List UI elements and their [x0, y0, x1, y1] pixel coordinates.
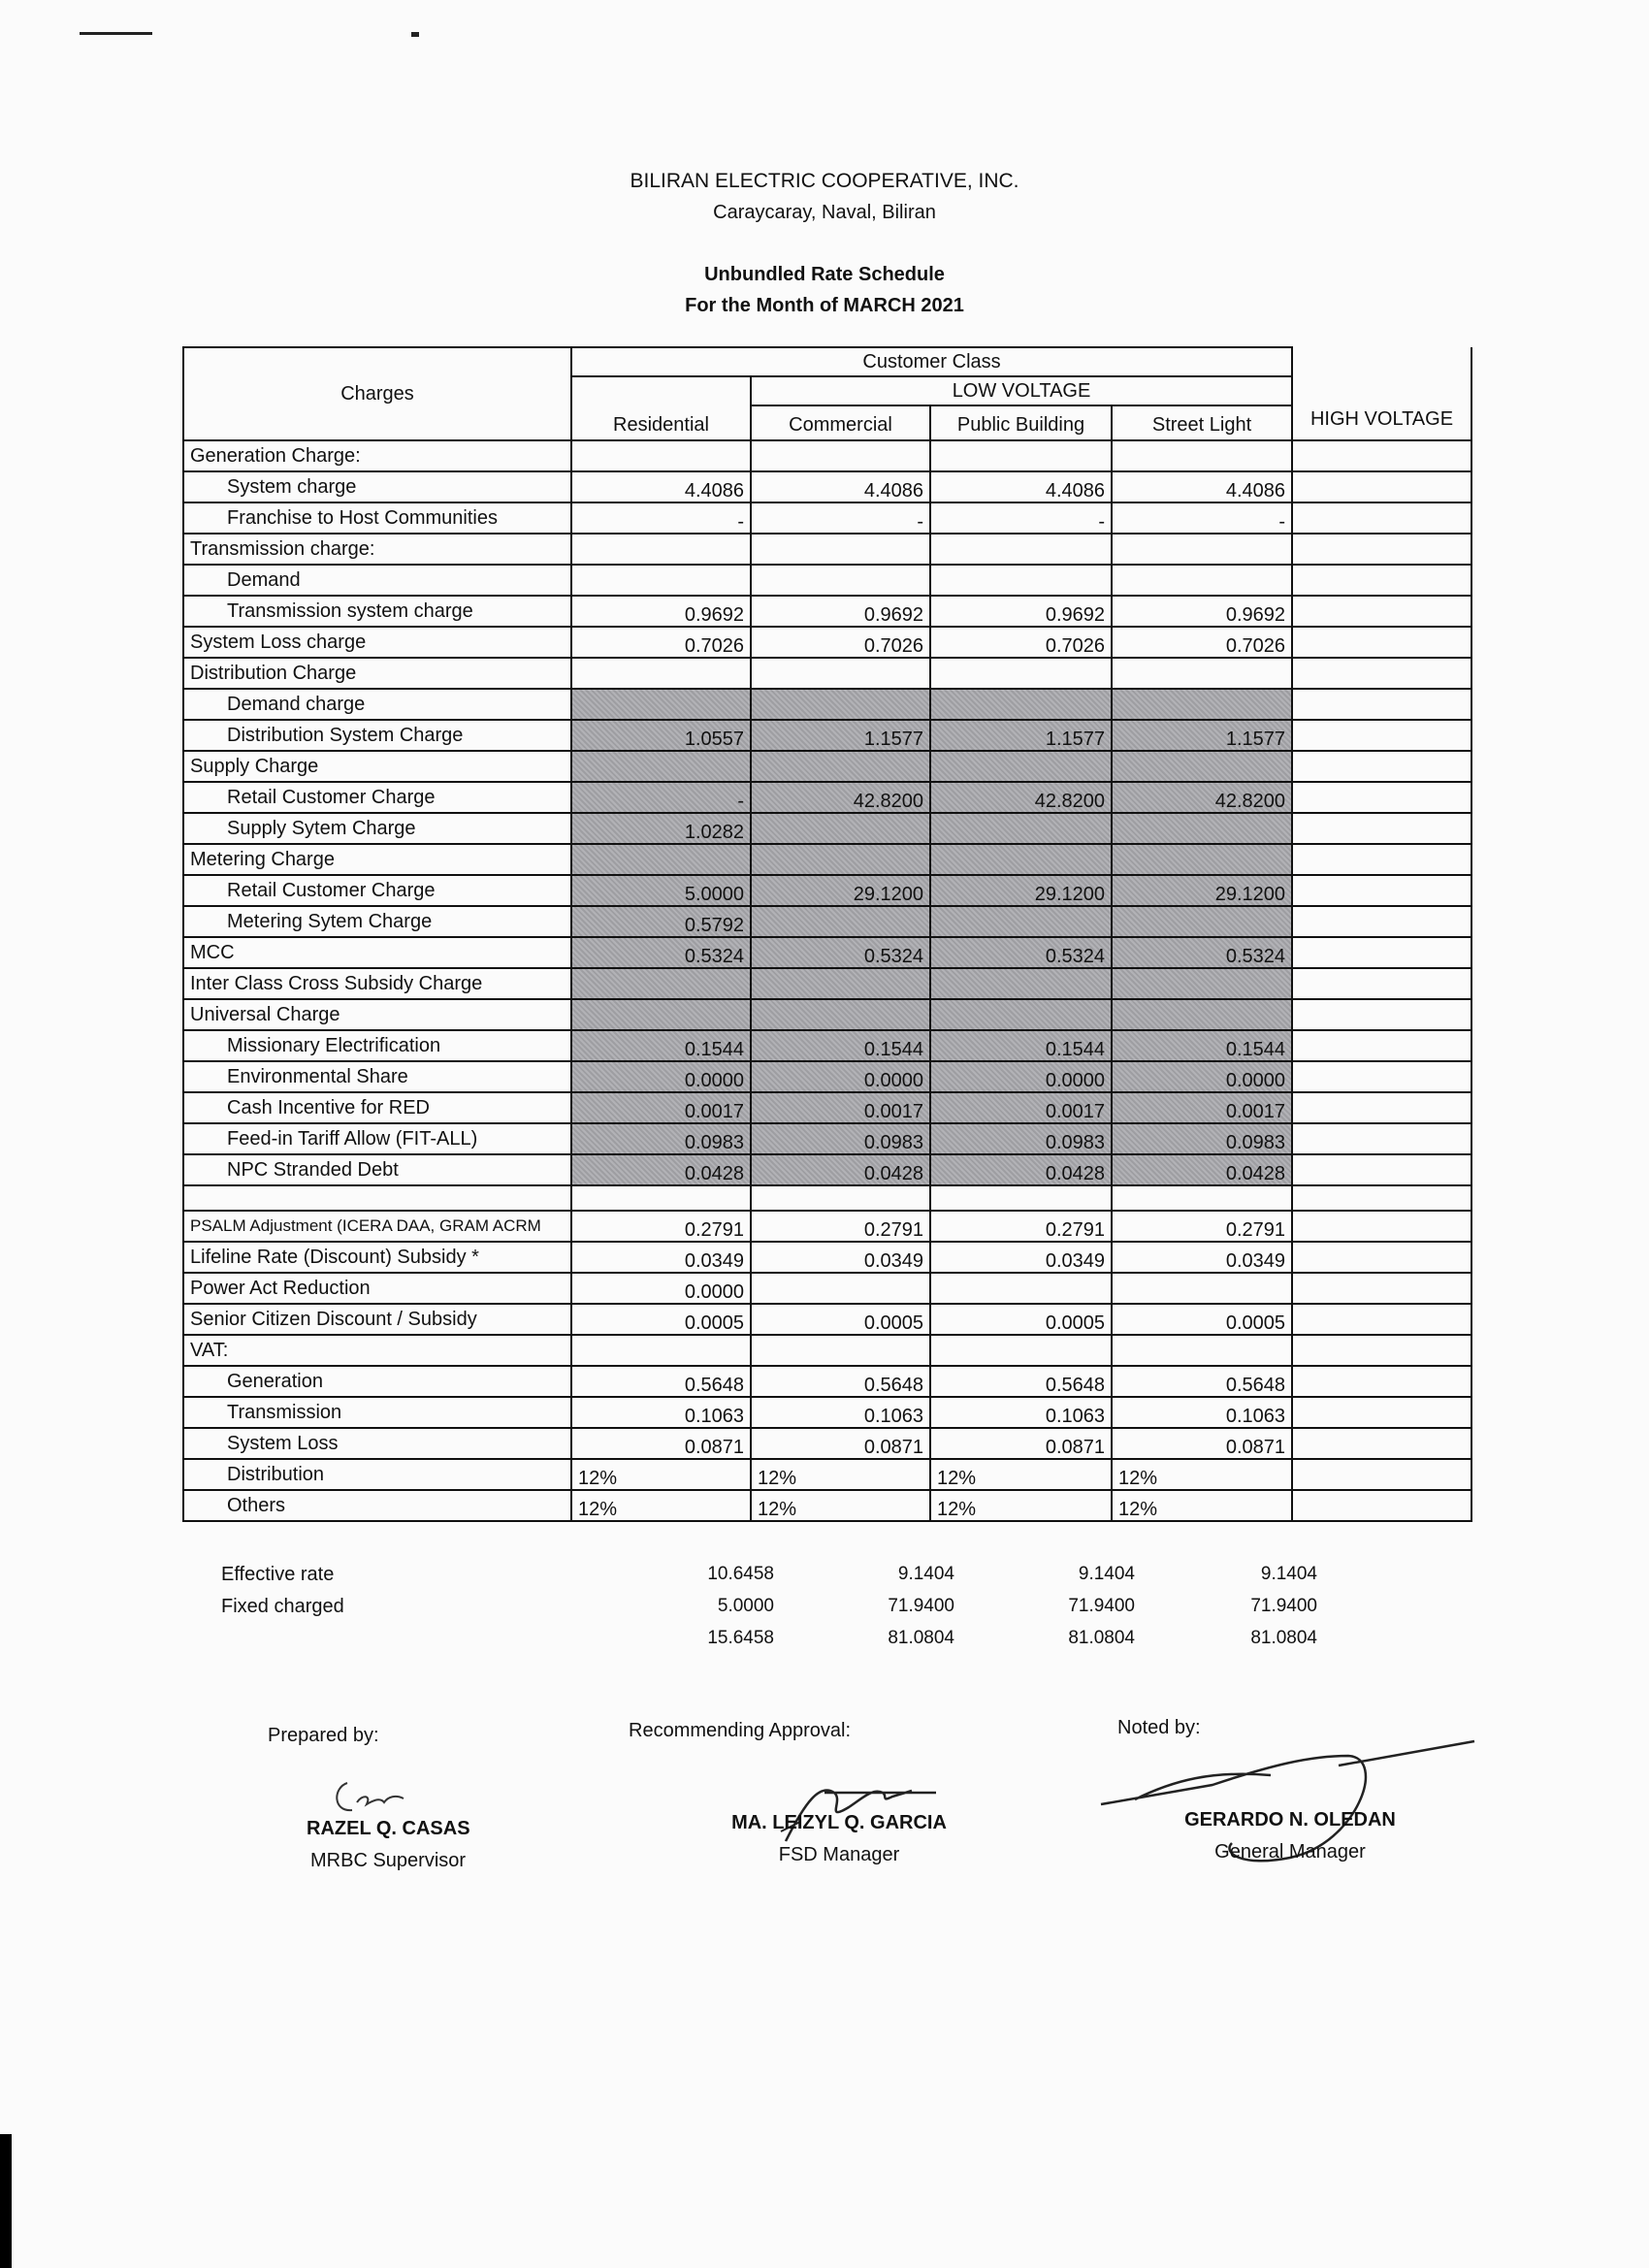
high-voltage-cell — [1292, 813, 1471, 844]
high-voltage-cell — [1292, 720, 1471, 751]
rate-cell: - — [930, 502, 1112, 534]
rate-cell — [930, 1273, 1112, 1304]
rate-cell — [571, 1185, 751, 1211]
scan-mark — [411, 32, 419, 37]
table-row — [183, 1366, 1471, 1397]
rate-table-body — [183, 440, 1471, 1521]
high-voltage-cell — [1292, 1030, 1471, 1061]
fixed-charged-value: 71.9400 — [888, 1596, 954, 1616]
table-row — [183, 1242, 1471, 1273]
rate-cell: 12% — [1112, 1459, 1292, 1490]
rate-cell: 0.7026 — [751, 627, 930, 658]
rate-cell: 0.0017 — [1112, 1092, 1292, 1123]
rate-cell: 1.1577 — [930, 720, 1112, 751]
rate-cell: 0.5324 — [571, 937, 751, 968]
table-row — [183, 720, 1471, 751]
rate-cell — [751, 1273, 930, 1304]
rate-cell — [751, 658, 930, 689]
rate-cell — [751, 906, 930, 937]
charge-label: Others — [183, 1490, 571, 1521]
table-row — [183, 968, 1471, 999]
fixed-charged-value: 71.9400 — [1068, 1596, 1135, 1616]
charge-label: Demand — [183, 565, 571, 596]
charge-label: Transmission — [183, 1397, 571, 1428]
rate-cell: 0.9692 — [751, 596, 930, 627]
table-row — [183, 1304, 1471, 1335]
table-row — [183, 1490, 1471, 1521]
charge-label: Transmission system charge — [183, 596, 571, 627]
recommending-approval-label: Recommending Approval: — [629, 1720, 852, 1741]
rate-cell: 0.5792 — [571, 906, 751, 937]
rate-cell: 0.9692 — [930, 596, 1112, 627]
rate-cell — [1112, 999, 1292, 1030]
effective-rate-row — [182, 1560, 1472, 1592]
high-voltage-cell — [1292, 627, 1471, 658]
rate-cell: 0.9692 — [571, 596, 751, 627]
charge-label: Distribution Charge — [183, 658, 571, 689]
high-voltage-cell — [1292, 1335, 1471, 1366]
rate-cell: 0.0983 — [571, 1123, 751, 1154]
table-row — [183, 906, 1471, 937]
charge-label: Supply Sytem Charge — [183, 813, 571, 844]
charge-label: Environmental Share — [183, 1061, 571, 1092]
customer-class-header: Customer Class — [571, 347, 1292, 376]
rate-cell: 0.2791 — [751, 1211, 930, 1242]
charge-label: Distribution System Charge — [183, 720, 571, 751]
charge-label: Cash Incentive for RED — [183, 1092, 571, 1123]
high-voltage-cell — [1292, 1304, 1471, 1335]
rate-cell: 0.0000 — [930, 1061, 1112, 1092]
rate-cell: 0.0000 — [1112, 1061, 1292, 1092]
table-row — [183, 534, 1471, 565]
high-voltage-cell — [1292, 1211, 1471, 1242]
high-voltage-cell — [1292, 968, 1471, 999]
high-voltage-cell — [1292, 751, 1471, 782]
rate-cell — [751, 844, 930, 875]
rate-cell — [1112, 534, 1292, 565]
rate-cell: 0.0349 — [930, 1242, 1112, 1273]
rate-cell: 0.0871 — [1112, 1428, 1292, 1459]
fixed-charged-label: Fixed charged — [221, 1596, 344, 1617]
rate-cell: 0.0000 — [571, 1273, 751, 1304]
rate-cell: 1.0557 — [571, 720, 751, 751]
rate-cell — [751, 565, 930, 596]
charge-label — [183, 1185, 571, 1211]
rate-cell — [1112, 751, 1292, 782]
rate-cell: 0.0871 — [571, 1428, 751, 1459]
fixed-charged-value: 5.0000 — [717, 1596, 774, 1616]
charge-label: VAT: — [183, 1335, 571, 1366]
high-voltage-cell — [1292, 1123, 1471, 1154]
rate-cell — [1112, 1185, 1292, 1211]
rate-cell: 0.5324 — [1112, 937, 1292, 968]
charge-label: MCC — [183, 937, 571, 968]
effective-rate-value: 9.1404 — [1078, 1564, 1135, 1584]
rate-cell: 0.0349 — [571, 1242, 751, 1273]
high-voltage-cell — [1292, 1185, 1471, 1211]
table-row — [183, 689, 1471, 720]
rate-cell: 12% — [751, 1459, 930, 1490]
table-row — [183, 627, 1471, 658]
rate-cell: 0.7026 — [1112, 627, 1292, 658]
table-row — [183, 875, 1471, 906]
rate-cell: 0.5648 — [571, 1366, 751, 1397]
scan-mark — [80, 32, 152, 35]
table-row — [183, 1428, 1471, 1459]
recommending-name: MA. LEIZYL Q. GARCIA — [731, 1812, 947, 1833]
rate-cell: 0.5648 — [930, 1366, 1112, 1397]
charge-label: Franchise to Host Communities — [183, 502, 571, 534]
charge-label: Metering Sytem Charge — [183, 906, 571, 937]
rate-cell: 0.0017 — [751, 1092, 930, 1123]
rate-cell — [571, 968, 751, 999]
rate-cell: 0.1544 — [751, 1030, 930, 1061]
high-voltage-cell — [1292, 875, 1471, 906]
rate-cell — [1112, 565, 1292, 596]
table-row — [183, 1273, 1471, 1304]
charge-label: Transmission charge: — [183, 534, 571, 565]
rate-cell — [930, 1335, 1112, 1366]
scan-edge — [0, 2134, 12, 2268]
rate-cell: 5.0000 — [571, 875, 751, 906]
high-voltage-cell — [1292, 1092, 1471, 1123]
charge-label: Feed-in Tariff Allow (FIT-ALL) — [183, 1123, 571, 1154]
prepared-by-label: Prepared by: — [268, 1725, 379, 1746]
rate-cell: 12% — [571, 1490, 751, 1521]
rate-cell: 0.0871 — [930, 1428, 1112, 1459]
table-row — [183, 999, 1471, 1030]
charge-label: Lifeline Rate (Discount) Subsidy * — [183, 1242, 571, 1273]
street-light-header: Street Light — [1112, 405, 1292, 440]
organization-name: BILIRAN ELECTRIC COOPERATIVE, INC. — [630, 170, 1019, 192]
high-voltage-header: HIGH VOLTAGE — [1292, 347, 1471, 440]
residential-header: Residential — [571, 376, 751, 440]
rate-cell — [571, 751, 751, 782]
rate-cell — [930, 844, 1112, 875]
noted-by-title: General Manager — [1214, 1841, 1366, 1863]
rate-cell — [930, 999, 1112, 1030]
rate-cell: 1.1577 — [751, 720, 930, 751]
charge-label: Distribution — [183, 1459, 571, 1490]
charge-label: Demand charge — [183, 689, 571, 720]
rate-cell — [751, 999, 930, 1030]
charge-label: NPC Stranded Debt — [183, 1154, 571, 1185]
total-value: 81.0804 — [1250, 1628, 1317, 1648]
charge-label: Supply Charge — [183, 751, 571, 782]
rate-cell — [930, 689, 1112, 720]
rate-cell: 0.5324 — [751, 937, 930, 968]
rate-cell: 12% — [930, 1459, 1112, 1490]
table-row — [183, 937, 1471, 968]
rate-cell: 0.1063 — [751, 1397, 930, 1428]
prepared-by-title: MRBC Supervisor — [310, 1850, 467, 1871]
rate-cell — [1112, 658, 1292, 689]
rate-cell: 0.2791 — [571, 1211, 751, 1242]
rate-cell: 0.0000 — [571, 1061, 751, 1092]
table-row — [183, 1030, 1471, 1061]
charge-label: PSALM Adjustment (ICERA DAA, GRAM ACRM — [183, 1211, 571, 1242]
charge-label: System Loss charge — [183, 627, 571, 658]
rate-cell — [751, 1335, 930, 1366]
high-voltage-cell — [1292, 1490, 1471, 1521]
rate-cell — [930, 565, 1112, 596]
rate-cell — [1112, 689, 1292, 720]
rate-cell: 42.8200 — [751, 782, 930, 813]
high-voltage-cell — [1292, 596, 1471, 627]
rate-cell: - — [571, 782, 751, 813]
effective-rate-value: 9.1404 — [897, 1564, 954, 1584]
table-row — [183, 813, 1471, 844]
rate-cell: 0.1544 — [571, 1030, 751, 1061]
rate-cell: 0.0349 — [751, 1242, 930, 1273]
charge-label: Missionary Electrification — [183, 1030, 571, 1061]
rate-cell: 29.1200 — [751, 875, 930, 906]
rate-cell: 29.1200 — [1112, 875, 1292, 906]
rate-cell: 42.8200 — [1112, 782, 1292, 813]
charge-label: Inter Class Cross Subsidy Charge — [183, 968, 571, 999]
rate-cell: 0.0871 — [751, 1428, 930, 1459]
total-value: 15.6458 — [707, 1628, 774, 1648]
rate-cell: 12% — [751, 1490, 930, 1521]
rate-cell: 4.4086 — [751, 471, 930, 502]
table-row — [183, 1335, 1471, 1366]
charge-label: Retail Customer Charge — [183, 782, 571, 813]
charge-label: Retail Customer Charge — [183, 875, 571, 906]
document-title: Unbundled Rate Schedule — [704, 264, 945, 285]
rate-schedule-table — [182, 346, 1472, 1522]
effective-rate-value: 9.1404 — [1260, 1564, 1317, 1584]
rate-cell — [930, 813, 1112, 844]
rate-cell — [571, 534, 751, 565]
rate-cell: 12% — [1112, 1490, 1292, 1521]
rate-cell — [1112, 906, 1292, 937]
table-row — [183, 1185, 1471, 1211]
table-row — [183, 844, 1471, 875]
table-row — [183, 782, 1471, 813]
high-voltage-cell — [1292, 658, 1471, 689]
high-voltage-cell — [1292, 1273, 1471, 1304]
effective-rate-label: Effective rate — [221, 1564, 335, 1585]
rate-cell: 4.4086 — [1112, 471, 1292, 502]
table-row — [183, 1154, 1471, 1185]
rate-cell: 4.4086 — [930, 471, 1112, 502]
rate-cell — [571, 658, 751, 689]
fixed-charged-value: 71.9400 — [1250, 1596, 1317, 1616]
high-voltage-cell — [1292, 1242, 1471, 1273]
charge-label: System Loss — [183, 1428, 571, 1459]
rate-cell — [1112, 968, 1292, 999]
total-row — [182, 1624, 1472, 1656]
rate-cell — [571, 1335, 751, 1366]
fixed-charged-row — [182, 1592, 1472, 1624]
table-row — [183, 471, 1471, 502]
public-building-header: Public Building — [930, 405, 1112, 440]
high-voltage-cell — [1292, 440, 1471, 471]
table-row — [183, 1211, 1471, 1242]
rate-cell: 12% — [571, 1459, 751, 1490]
high-voltage-cell — [1292, 844, 1471, 875]
rate-cell: 0.0349 — [1112, 1242, 1292, 1273]
rate-cell: 0.7026 — [930, 627, 1112, 658]
rate-cell: 0.0005 — [930, 1304, 1112, 1335]
rate-cell: - — [1112, 502, 1292, 534]
rate-cell: 0.5324 — [930, 937, 1112, 968]
table-row — [183, 565, 1471, 596]
rate-cell — [571, 999, 751, 1030]
rate-cell — [930, 1185, 1112, 1211]
rate-cell: 0.0005 — [571, 1304, 751, 1335]
high-voltage-cell — [1292, 1061, 1471, 1092]
table-row — [183, 751, 1471, 782]
rate-cell: 0.0017 — [930, 1092, 1112, 1123]
rate-cell: 0.2791 — [1112, 1211, 1292, 1242]
rate-cell: 0.0983 — [930, 1123, 1112, 1154]
high-voltage-cell — [1292, 1397, 1471, 1428]
high-voltage-cell — [1292, 534, 1471, 565]
rate-cell — [930, 751, 1112, 782]
prepared-by-name: RAZEL Q. CASAS — [307, 1818, 470, 1839]
charge-label: Senior Citizen Discount / Subsidy — [183, 1304, 571, 1335]
table-row — [183, 502, 1471, 534]
total-value: 81.0804 — [888, 1628, 954, 1648]
high-voltage-cell — [1292, 937, 1471, 968]
rate-cell: 4.4086 — [571, 471, 751, 502]
rate-cell — [930, 658, 1112, 689]
high-voltage-cell — [1292, 471, 1471, 502]
rate-cell — [751, 689, 930, 720]
document-period: For the Month of MARCH 2021 — [685, 295, 964, 316]
rate-cell: 0.0428 — [751, 1154, 930, 1185]
rate-cell: 0.1544 — [1112, 1030, 1292, 1061]
rate-cell — [571, 844, 751, 875]
table-row — [183, 1092, 1471, 1123]
charge-label: Power Act Reduction — [183, 1273, 571, 1304]
rate-cell: 0.9692 — [1112, 596, 1292, 627]
rate-cell — [571, 565, 751, 596]
rate-cell — [751, 1185, 930, 1211]
rate-cell: 0.0428 — [930, 1154, 1112, 1185]
rate-cell — [1112, 1273, 1292, 1304]
table-row — [183, 658, 1471, 689]
effective-rate-value: 10.6458 — [707, 1564, 774, 1584]
charge-label: System charge — [183, 471, 571, 502]
rate-cell — [1112, 844, 1292, 875]
rate-cell: 0.2791 — [930, 1211, 1112, 1242]
rate-cell: 1.1577 — [1112, 720, 1292, 751]
rate-cell: 1.0282 — [571, 813, 751, 844]
rate-cell — [930, 906, 1112, 937]
rate-cell — [571, 689, 751, 720]
table-row — [183, 596, 1471, 627]
rate-cell — [571, 440, 751, 471]
totals-block — [182, 1560, 1472, 1656]
rate-cell: 0.0428 — [571, 1154, 751, 1185]
rate-cell: 12% — [930, 1490, 1112, 1521]
rate-cell — [751, 813, 930, 844]
low-voltage-header: LOW VOLTAGE — [751, 376, 1292, 405]
rate-cell: 0.0017 — [571, 1092, 751, 1123]
charge-label: Generation — [183, 1366, 571, 1397]
high-voltage-cell — [1292, 782, 1471, 813]
rate-cell: 0.1063 — [930, 1397, 1112, 1428]
charge-label: Universal Charge — [183, 999, 571, 1030]
rate-cell — [1112, 1335, 1292, 1366]
rate-cell: 0.7026 — [571, 627, 751, 658]
rate-cell: 0.0005 — [1112, 1304, 1292, 1335]
table-row — [183, 1061, 1471, 1092]
high-voltage-cell — [1292, 1366, 1471, 1397]
commercial-header: Commercial — [751, 405, 930, 440]
rate-cell: 0.1063 — [571, 1397, 751, 1428]
rate-cell — [751, 968, 930, 999]
table-row — [183, 1459, 1471, 1490]
rate-cell: 0.5648 — [751, 1366, 930, 1397]
rate-cell: 0.0000 — [751, 1061, 930, 1092]
table-row — [183, 1123, 1471, 1154]
prepared-signature-icon — [328, 1773, 415, 1822]
table-row — [183, 440, 1471, 471]
rate-cell: 0.0983 — [1112, 1123, 1292, 1154]
rate-cell — [751, 534, 930, 565]
noted-by-label: Noted by: — [1117, 1717, 1201, 1738]
rate-cell: 0.1063 — [1112, 1397, 1292, 1428]
charge-label: Generation Charge: — [183, 440, 571, 471]
high-voltage-cell — [1292, 1154, 1471, 1185]
rate-cell — [1112, 440, 1292, 471]
total-value: 81.0804 — [1068, 1628, 1135, 1648]
rate-cell — [930, 968, 1112, 999]
rate-cell: 29.1200 — [930, 875, 1112, 906]
charge-label: Metering Charge — [183, 844, 571, 875]
rate-cell — [1112, 813, 1292, 844]
high-voltage-cell — [1292, 565, 1471, 596]
rate-cell: 42.8200 — [930, 782, 1112, 813]
rate-cell — [751, 440, 930, 471]
noted-by-name: GERARDO N. OLEDAN — [1184, 1809, 1396, 1831]
organization-address: Caraycaray, Naval, Biliran — [713, 202, 936, 223]
high-voltage-cell — [1292, 999, 1471, 1030]
rate-cell: - — [751, 502, 930, 534]
rate-cell: 0.0428 — [1112, 1154, 1292, 1185]
rate-cell — [930, 440, 1112, 471]
charges-header: Charges — [183, 347, 571, 440]
rate-cell — [930, 534, 1112, 565]
rate-cell — [751, 751, 930, 782]
rate-cell: 0.0983 — [751, 1123, 930, 1154]
high-voltage-cell — [1292, 906, 1471, 937]
rate-cell: - — [571, 502, 751, 534]
high-voltage-cell — [1292, 1428, 1471, 1459]
recommending-title: FSD Manager — [778, 1844, 900, 1865]
high-voltage-cell — [1292, 502, 1471, 534]
table-row — [183, 1397, 1471, 1428]
high-voltage-cell — [1292, 1459, 1471, 1490]
rate-cell: 0.5648 — [1112, 1366, 1292, 1397]
high-voltage-cell — [1292, 689, 1471, 720]
rate-cell: 0.1544 — [930, 1030, 1112, 1061]
rate-cell: 0.0005 — [751, 1304, 930, 1335]
